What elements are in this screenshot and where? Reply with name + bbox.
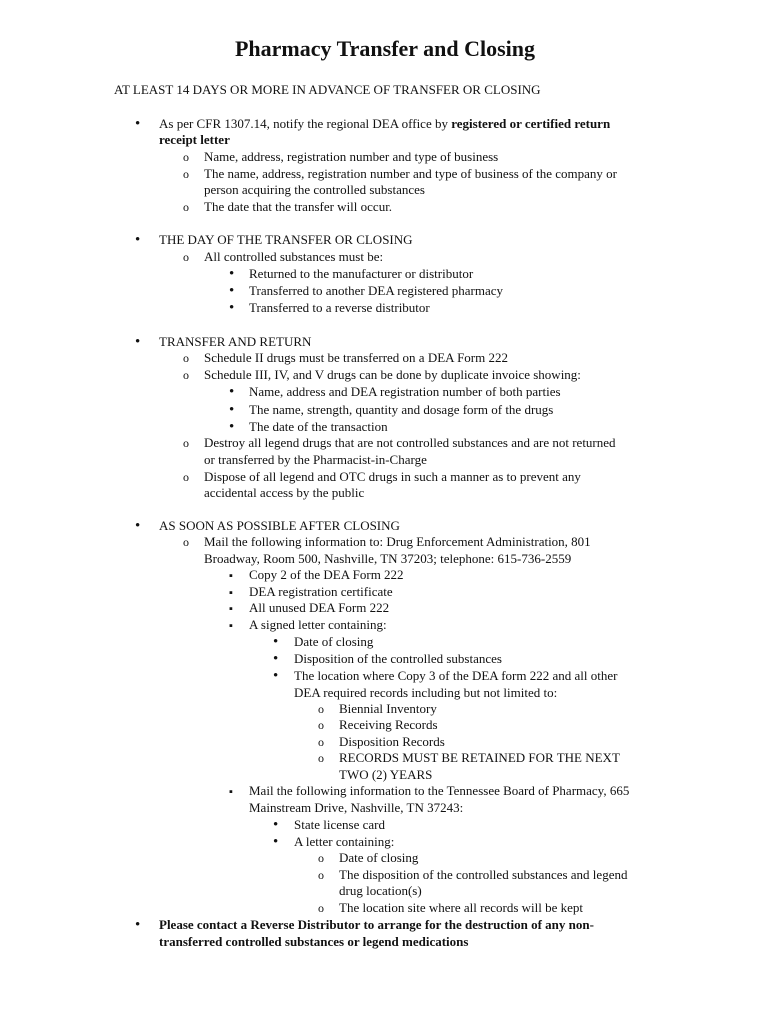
bullet-marker (135, 518, 140, 534)
bullet-marker (135, 917, 140, 933)
circle-marker (318, 701, 324, 717)
square-marker (229, 617, 233, 634)
list-item: Schedule III, IV, and V drugs can be done by duplicate invoice showing: (204, 367, 581, 382)
circle-marker (318, 734, 324, 750)
list-item: The name, strength, quantity and dosage form of the drugs (249, 402, 554, 417)
list-item: Receiving Records (339, 717, 438, 732)
list-item: DEA registration certificate (249, 584, 393, 599)
list-item: Copy 2 of the DEA Form 222 (249, 567, 404, 582)
bullet-marker (273, 634, 278, 650)
bullet-marker (135, 334, 140, 350)
list-item: The name, address, registration number and type of business of the company or (204, 166, 617, 181)
list-item: Name, address and DEA registration number of both parties (249, 384, 561, 399)
list-item: Returned to the manufacturer or distributor (249, 266, 474, 281)
bullet-marker (229, 283, 234, 299)
list-item: A letter containing: (294, 834, 395, 849)
list-item: TWO (2) YEARS (339, 767, 433, 782)
circle-marker (318, 850, 324, 866)
circle-marker (183, 534, 189, 550)
list-item: Mail the following information to: Drug Enforcement Administration, 801 (204, 534, 591, 549)
square-marker (229, 584, 233, 601)
list-item: drug location(s) (339, 883, 422, 898)
bullet-marker (273, 817, 278, 833)
list-item: Mail the following information to the Tennessee Board of Pharmacy, 665 (249, 783, 630, 798)
circle-marker (183, 435, 189, 451)
list-item: All unused DEA Form 222 (249, 600, 390, 615)
square-marker (229, 600, 233, 617)
list-item: Transferred to a reverse distributor (249, 300, 430, 315)
list-item: Name, address, registration number and type of business (204, 149, 499, 164)
list-item: The disposition of the controlled substances and legend (339, 867, 628, 882)
list-item: Dispose of all legend and OTC drugs in such a manner as to prevent any (204, 469, 581, 484)
notify-line-2: receipt letter (159, 132, 230, 147)
bullet-marker (229, 300, 234, 316)
list-item: Broadway, Room 500, Nashville, TN 37203; telephone: 615-736-2559 (204, 551, 572, 566)
bullet-marker (273, 834, 278, 850)
circle-marker (183, 149, 189, 165)
bullet-marker (229, 402, 234, 418)
list-item: A signed letter containing: (249, 617, 387, 632)
list-item: Destroy all legend drugs that are not controlled substances and are not returned (204, 435, 616, 450)
list-item: Disposition Records (339, 734, 445, 749)
circle-marker (183, 249, 189, 265)
bullet-marker (135, 116, 140, 132)
circle-marker (183, 367, 189, 383)
circle-marker (183, 350, 189, 366)
list-item: RECORDS MUST BE RETAINED FOR THE NEXT (339, 750, 620, 765)
circle-marker (183, 469, 189, 485)
list-item: or transferred by the Pharmacist-in-Charge (204, 452, 427, 467)
list-item: The date that the transfer will occur. (204, 199, 393, 214)
list-item: All controlled substances must be: (204, 249, 384, 264)
square-marker (229, 783, 233, 800)
subtitle: AT LEAST 14 DAYS OR MORE IN ADVANCE OF TRANSFER OR CLOSING (114, 82, 541, 97)
list-item: The location where Copy 3 of the DEA form 222 and all other (294, 668, 618, 683)
list-item: Disposition of the controlled substances (294, 651, 502, 666)
bullet-marker (273, 651, 278, 667)
circle-marker (183, 199, 189, 215)
section-heading: TRANSFER AND RETURN (159, 334, 312, 349)
bullet-marker (229, 266, 234, 282)
circle-marker (318, 750, 324, 766)
list-item: Schedule II drugs must be transferred on a DEA Form 222 (204, 350, 508, 365)
circle-marker (183, 166, 189, 182)
list-item: The location site where all records will be kept (339, 900, 584, 915)
list-item: Biennial Inventory (339, 701, 437, 716)
list-item: Date of closing (339, 850, 419, 865)
list-item: The date of the transaction (249, 419, 388, 434)
circle-marker (318, 867, 324, 883)
bullet-marker (135, 232, 140, 248)
circle-marker (318, 900, 324, 916)
circle-marker (318, 717, 324, 733)
list-item: State license card (294, 817, 385, 832)
list-item: DEA required records including but not limited to: (294, 685, 558, 700)
list-item: accidental access by the public (204, 485, 365, 500)
section-heading: THE DAY OF THE TRANSFER OR CLOSING (159, 232, 413, 247)
notify-line-1: As per CFR 1307.14, notify the regional DEA office by registered or certified return (159, 116, 611, 131)
page-title: Pharmacy Transfer and Closing (234, 36, 536, 61)
section-heading: AS SOON AS POSSIBLE AFTER CLOSING (159, 518, 400, 533)
final-note-line-2: transferred controlled substances or legend medications (159, 934, 469, 949)
final-note-line-1: Please contact a Reverse Distributor to arrange for the destruction of any non- (159, 917, 594, 932)
list-item: Date of closing (294, 634, 374, 649)
list-item: Transferred to another DEA registered pharmacy (249, 283, 504, 298)
bullet-marker (229, 419, 234, 435)
list-item: person acquiring the controlled substances (204, 182, 425, 197)
square-marker (229, 567, 233, 584)
list-item: Mainstream Drive, Nashville, TN 37243: (249, 800, 464, 815)
bullet-marker (229, 384, 234, 400)
bullet-marker (273, 668, 278, 684)
